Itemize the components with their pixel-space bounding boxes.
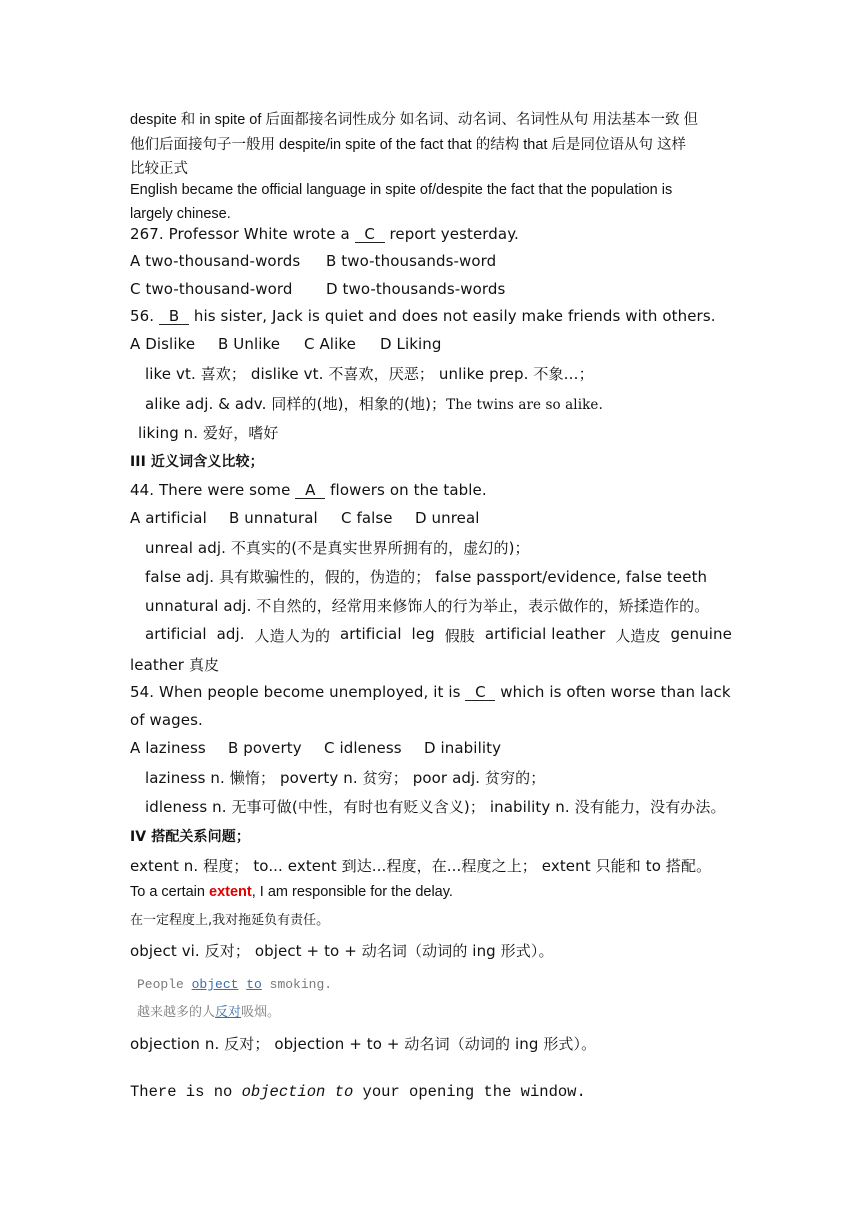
q267-options-row-2 xyxy=(130,280,505,298)
answer-blank: C xyxy=(355,226,385,243)
q54-note-2: idleness n. 无事可做(中性，有时也有贬义含义)； inability n. 没有能力，没有办法。 xyxy=(145,798,726,816)
intro-example-line-1: English became the official language in spite of/despite the fact that the population is xyxy=(130,182,673,198)
question-56: 56. B his sister, Jack is quiet and does not easily make friends with others. xyxy=(130,307,716,325)
extent-example-translation: 在一定程度上,我对拖延负有责任。 xyxy=(130,913,330,928)
intro-line-2: 他们后面接句子一般用 despite/in spite of the fact that 的结构 that 后是同位语从句 这样 xyxy=(130,137,686,153)
answer-blank: C xyxy=(465,684,495,701)
q54-note-1: laziness n. 懒惰； poverty n. 贫穷； poor adj. 贫穷的； xyxy=(145,769,546,787)
option-c: C Alike xyxy=(304,335,356,353)
option-d: D two-thousands-words xyxy=(326,280,506,298)
highlighted-word: extent xyxy=(209,884,252,900)
question-54-line-2: of wages. xyxy=(130,711,203,729)
object-example-translation: 越来越多的人反对吸烟。 xyxy=(137,1005,281,1020)
q56-note-2: alike adj. & adv. 同样的(地)，相象的(地)；The twins are so alike. xyxy=(145,395,603,413)
oppose-link[interactable]: 反对 xyxy=(215,1005,242,1020)
answer-blank: B xyxy=(159,308,189,325)
object-definition: object vi. 反对； object + to + 动名词（动词的 ing 形式）。 xyxy=(130,942,554,960)
intro-line-3: 比较正式 xyxy=(130,161,188,177)
question-44: 44. There were some A flowers on the table. xyxy=(130,481,487,499)
object-link[interactable]: object xyxy=(191,977,239,992)
q267-options-row-1 xyxy=(130,252,496,270)
option-d: D unreal xyxy=(415,509,480,527)
to-link[interactable]: to xyxy=(246,977,262,992)
q56-note-3: liking n. 爱好，嗜好 xyxy=(138,424,279,442)
section-4-heading: IV 搭配关系问题； xyxy=(130,829,250,845)
objection-definition: objection n. 反对； objection + to + 动名词（动词的 ing 形式）。 xyxy=(130,1035,597,1053)
answer-blank: A xyxy=(295,482,325,499)
option-d: D inability xyxy=(424,739,502,757)
option-a: A two-thousand-words xyxy=(130,252,301,270)
q44-note-4: artificial adj. 人造人为的 artificial leg 假肢 artificial leather 人造皮 genuine xyxy=(145,625,732,645)
option-b: B unnatural xyxy=(229,509,318,527)
extent-definition: extent n. 程度； to... extent 到达...程度，在...程度之上； extent 只能和 to 搭配。 xyxy=(130,857,712,875)
q44-note-5: leather 真皮 xyxy=(130,656,220,674)
q44-options xyxy=(130,509,480,527)
option-c: C idleness xyxy=(324,739,402,757)
option-c: C two-thousand-word xyxy=(130,280,293,298)
q44-note-2: false adj. 具有欺骗性的，假的，伪造的； false passport/evidence, false teeth xyxy=(145,568,708,586)
q56-options xyxy=(130,335,442,353)
option-b: B poverty xyxy=(228,739,302,757)
option-a: A laziness xyxy=(130,739,206,757)
object-example: People object to smoking. xyxy=(137,977,333,992)
option-d: D Liking xyxy=(380,335,442,353)
objection-example: There is no objection to your opening the window. xyxy=(130,1083,586,1101)
option-c: C false xyxy=(341,509,393,527)
q54-options xyxy=(130,739,501,757)
question-54: 54. When people become unemployed, it is C which is often worse than lack xyxy=(130,683,731,701)
intro-example-line-2: largely chinese. xyxy=(130,206,231,222)
intro-line-1: despite 和 in spite of 后面都接名词性成分 如名词、动名词、名词性从句 用法基本一致 但 xyxy=(130,112,698,128)
section-3-heading: III 近义词含义比较； xyxy=(130,454,264,470)
option-b: B two-thousands-word xyxy=(326,252,497,270)
option-a: A Dislike xyxy=(130,335,196,353)
q44-note-3: unnatural adj. 不自然的，经常用来修饰人的行为举止，表示做作的，矫揉造作的。 xyxy=(145,597,710,615)
option-b: B Unlike xyxy=(218,335,281,353)
option-a: A artificial xyxy=(130,509,207,527)
extent-example: To a certain extent, I am responsible for the delay. xyxy=(130,884,453,900)
q44-note-1: unreal adj. 不真实的(不是真实世界所拥有的，虚幻的)； xyxy=(145,539,530,557)
q56-note-1: like vt. 喜欢； dislike vt. 不喜欢，厌恶； unlike prep. 不象…； xyxy=(145,365,594,383)
question-267: 267. Professor White wrote a C report yesterday. xyxy=(130,225,519,243)
